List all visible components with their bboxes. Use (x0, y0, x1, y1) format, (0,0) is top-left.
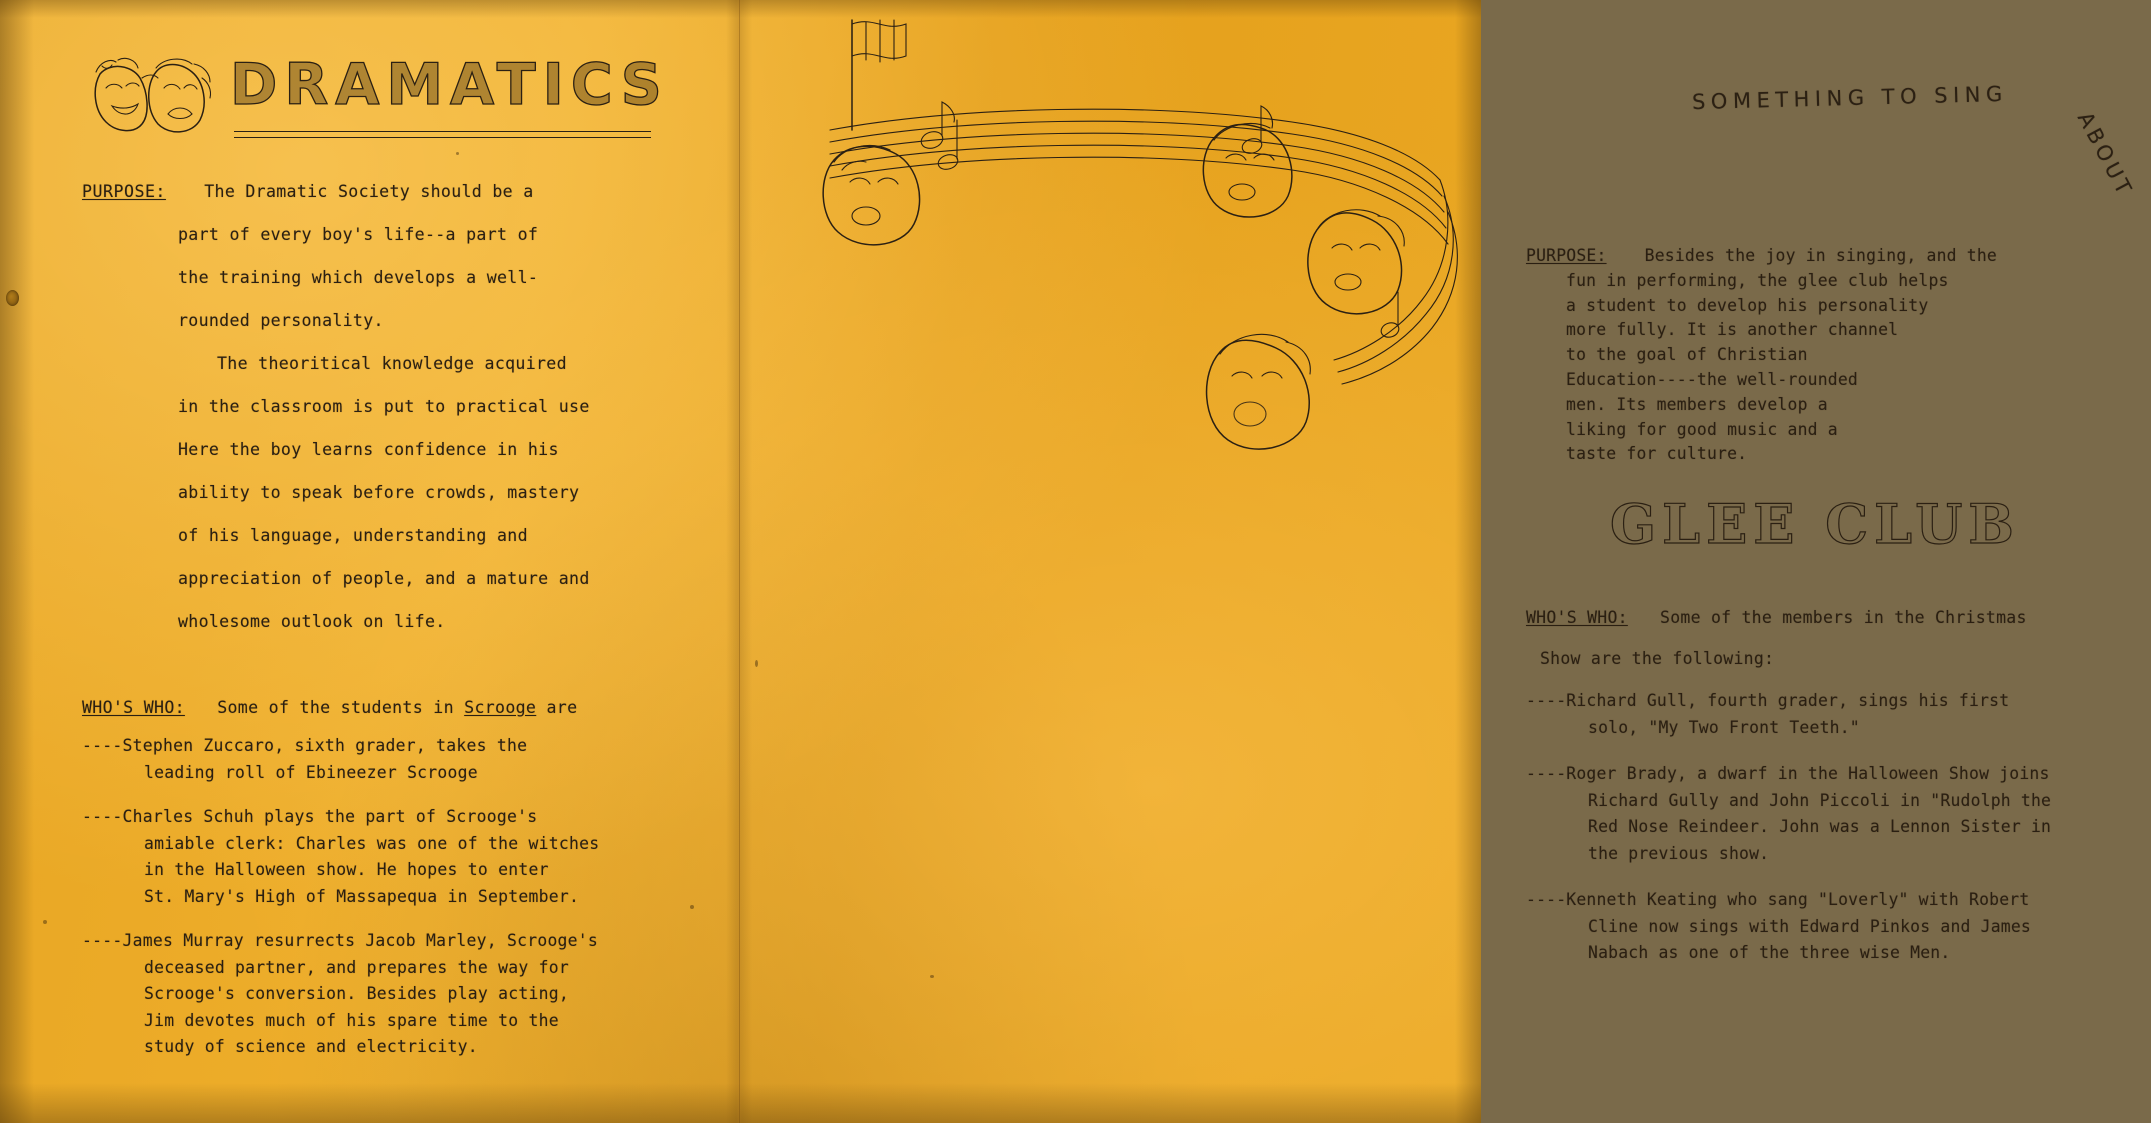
entry-line: Cline now sings with Edward Pinkos and James (1588, 916, 2031, 936)
purpose-p2-line4: ability to speak before crowds, mastery (178, 483, 580, 502)
purpose-label: PURPOSE: (1526, 246, 1607, 265)
entry-line: leading roll of Ebineezer Scrooge (144, 762, 478, 782)
entry-line: St. Mary's High of Massapequa in September. (144, 886, 580, 906)
page-fold-line (739, 0, 740, 1123)
banner-text: SOMETHING TO SING (1691, 81, 2009, 115)
list-item (1526, 887, 2151, 967)
purpose-line: liking for good music and a (1566, 419, 1838, 439)
purpose-p2-line1: The theoritical knowledge acquired (217, 354, 567, 373)
purpose-lead-line: Besides the joy in singing, and the (1644, 246, 1998, 265)
whos-who-entries-left (82, 733, 707, 1079)
entry-line: Nabach as one of the three wise Men. (1588, 943, 1951, 962)
whos-who-entries-right (1526, 688, 2151, 987)
list-item (82, 733, 707, 786)
whos-who-lead-before: Some of the students in (217, 698, 465, 717)
entry-line: Kenneth Keating who sang "Loverly" with Robert (1566, 890, 2030, 909)
entry-line: James Murray resurrects Jacob Marley, Scrooge's (122, 931, 599, 950)
paper-speck (755, 660, 758, 667)
banner-text-vertical: ABOUT (2072, 108, 2138, 202)
entry-line: Scrooge's conversion. Besides play acting, (144, 984, 569, 1003)
purpose-line: more fully. It is another channel (1566, 320, 1899, 340)
purpose-p2-line3: Here the boy learns confidence in his (178, 440, 559, 459)
entry-dashes: ---- (1526, 691, 1567, 710)
purpose-p2-line7: wholesome outlook on life. (178, 612, 446, 631)
paper-edge-shadow-left (0, 0, 34, 1123)
list-item (82, 928, 707, 1061)
purpose-label: PURPOSE: (82, 182, 166, 201)
entry-dashes: ---- (1526, 890, 1567, 909)
entry-dashes: ---- (82, 736, 123, 755)
purpose-p2-line6: appreciation of people, and a mature and (178, 569, 590, 588)
paper-speck (930, 975, 934, 978)
list-item (1526, 761, 2151, 867)
whos-who-label: WHO'S WHO: (82, 698, 185, 717)
section-title: GLEE CLUB (1610, 492, 2020, 556)
entry-dashes: ---- (1526, 764, 1567, 783)
title-underline-secondary (234, 137, 651, 138)
entry-line: the previous show. (1588, 843, 1770, 863)
entry-line: Stephen Zuccaro, sixth grader, takes the (122, 736, 528, 755)
purpose-line: fun in performing, the glee club helps (1566, 270, 1949, 290)
entry-dashes: ---- (82, 807, 123, 826)
entry-line: Charles Schuh plays the part of Scrooge's (122, 807, 538, 826)
purpose-section-right (1526, 244, 2036, 467)
purpose-line: taste for culture. (1566, 444, 1748, 464)
purpose-line: a student to develop his personality (1566, 295, 1929, 315)
purpose-line: to the goal of Christian (1566, 345, 1808, 365)
whos-who-section-right (1526, 596, 2146, 678)
purpose-p1-line3: the training which develops a well- (178, 268, 539, 287)
musical-staff-with-singing-faces-icon (822, 10, 1462, 490)
entry-line: Richard Gully and John Piccoli in "Rudolph the (1588, 790, 2052, 810)
paper-speck (43, 920, 47, 924)
purpose-line: men. Its members develop a (1566, 394, 1828, 414)
purpose-p1-line4: rounded personality. (178, 311, 384, 330)
purpose-section-left (82, 170, 692, 643)
purpose-p1-line1: The Dramatic Society should be a (204, 182, 534, 201)
entry-line: amiable clerk: Charles was one of the witches (144, 833, 600, 853)
list-item (82, 804, 707, 910)
hole-punch (6, 290, 19, 306)
entry-line: Richard Gull, fourth grader, sings his first (1566, 691, 2010, 710)
entry-line: deceased partner, and prepares the way for (144, 957, 569, 977)
title-underline (234, 131, 651, 132)
entry-line: Roger Brady, a dwarf in the Halloween Show joins (1566, 764, 2050, 783)
theater-masks-icon (82, 48, 232, 148)
entry-line: Jim devotes much of his spare time to the (144, 1010, 559, 1030)
whos-who-lead-line-1: Some of the members in the Christmas (1660, 608, 2027, 627)
entry-line: Red Nose Reindeer. John was a Lennon Sister in (1588, 817, 2052, 836)
whos-who-label: WHO'S WHO: (1526, 608, 1628, 627)
purpose-line: Education----the well-rounded (1566, 369, 1858, 389)
paper-speck (456, 152, 459, 155)
purpose-p1-line2: part of every boy's life--a part of (178, 225, 539, 244)
whos-who-lead-line-2: Show are the following: (1540, 649, 1775, 668)
entry-line: in the Halloween show. He hopes to enter (144, 860, 549, 879)
page-title: DRAMATICS (230, 52, 669, 118)
whos-who-lead-underlined: Scrooge (464, 698, 537, 717)
page-fold-gutter (726, 0, 752, 1123)
purpose-p2-line2: in the classroom is put to practical use (178, 397, 590, 416)
whos-who-section-left (82, 686, 702, 729)
list-item (1526, 688, 2151, 741)
whos-who-lead-after: are (536, 698, 578, 717)
entry-dashes: ---- (82, 931, 123, 950)
entry-line: study of science and electricity. (144, 1037, 478, 1056)
entry-line: solo, "My Two Front Teeth." (1588, 717, 1860, 737)
paper-edge-shadow-bottom (0, 1083, 1481, 1123)
purpose-p2-line5: of his language, understanding and (178, 526, 528, 545)
